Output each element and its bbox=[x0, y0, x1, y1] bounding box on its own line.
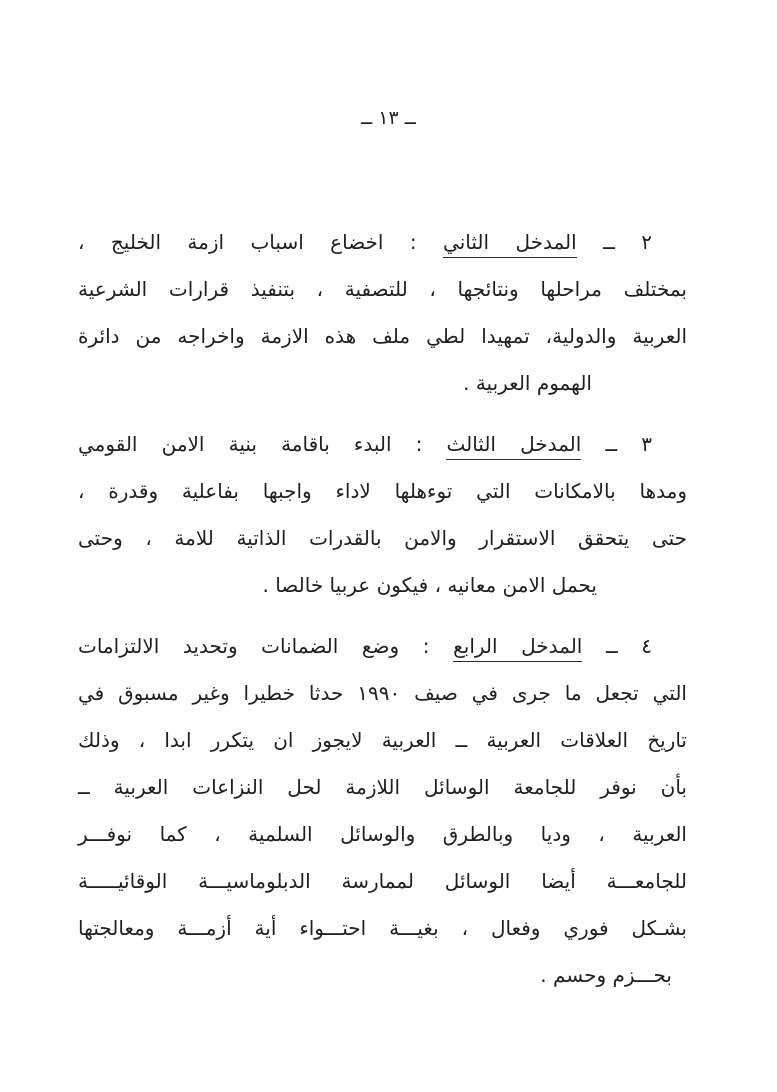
text-line: العربية والدولية، تمهيدا لطي ملف هذه الازمة واخراجه من دائرة bbox=[78, 324, 687, 348]
text-line bbox=[78, 421, 687, 468]
text-line: بحـــزم وحسم . bbox=[540, 963, 672, 987]
text-line: التي تجعل ما جرى في صيف ١٩٩٠ حدثا خطيرا وغير مسبوق في bbox=[78, 681, 687, 705]
section-heading: المدخل الثاني bbox=[443, 230, 577, 258]
text-line: يحمل الامن معانيه ، فيكون عربيا خالصا . bbox=[262, 573, 597, 597]
section-heading: المدخل الرابع bbox=[453, 634, 582, 662]
section-heading-rest: : البدء باقامة بنية الامن القومي bbox=[78, 432, 423, 456]
section-number: ٢ ــ bbox=[603, 230, 653, 254]
section-number: ٣ ــ bbox=[605, 432, 652, 456]
section-number: ٤ ــ bbox=[605, 634, 653, 658]
section-heading-rest: : اخضاع اسباب ازمة الخليج ، bbox=[78, 230, 417, 254]
document-body bbox=[0, 219, 777, 999]
page-number: ــ ١٣ ــ bbox=[361, 107, 416, 129]
section-paragraph-4 bbox=[78, 623, 687, 999]
text-line bbox=[78, 219, 687, 266]
section-paragraph-2 bbox=[78, 219, 687, 407]
text-line: بمختلف مراحلها ونتائجها ، للتصفية ، بتنفيذ قرارات الشرعية bbox=[78, 277, 687, 301]
section-heading: المدخل الثالث bbox=[446, 432, 581, 460]
section-heading-rest: : وضع الضمانات وتحديد الالتزامات bbox=[78, 634, 430, 658]
text-line: حتى يتحقق الاستقرار والامن بالقدرات الذاتية للامة ، وحتى bbox=[78, 526, 687, 550]
text-line: العربية ، وديا وبالطرق والوسائل السلمية ، كما نوفـــر bbox=[78, 822, 687, 846]
text-line: ومدها بالامكانات التي توءهلها لاداء واجبها بفاعلية وقدرة ، bbox=[78, 479, 687, 503]
text-line: الهموم العربية . bbox=[463, 371, 592, 395]
section-paragraph-3 bbox=[78, 421, 687, 609]
text-line: بأن نوفر للجامعة الوسائل اللازمة لحل النزاعات العربية ــ bbox=[78, 775, 687, 799]
text-line: بشـكل فوري وفعال ، بغيـــة احتـــواء أية أزمـــة ومعالجتها bbox=[78, 916, 687, 940]
text-line bbox=[78, 623, 687, 670]
text-line: تاريخ العلاقات العربية ــ العربية لايجوز ان يتكرر ابدا ، وذلك bbox=[78, 728, 687, 752]
text-line: للجامعـــة أيضا الوسائل لممارسة الدبلوماسيـــة الوقائيـــــة bbox=[78, 869, 687, 893]
